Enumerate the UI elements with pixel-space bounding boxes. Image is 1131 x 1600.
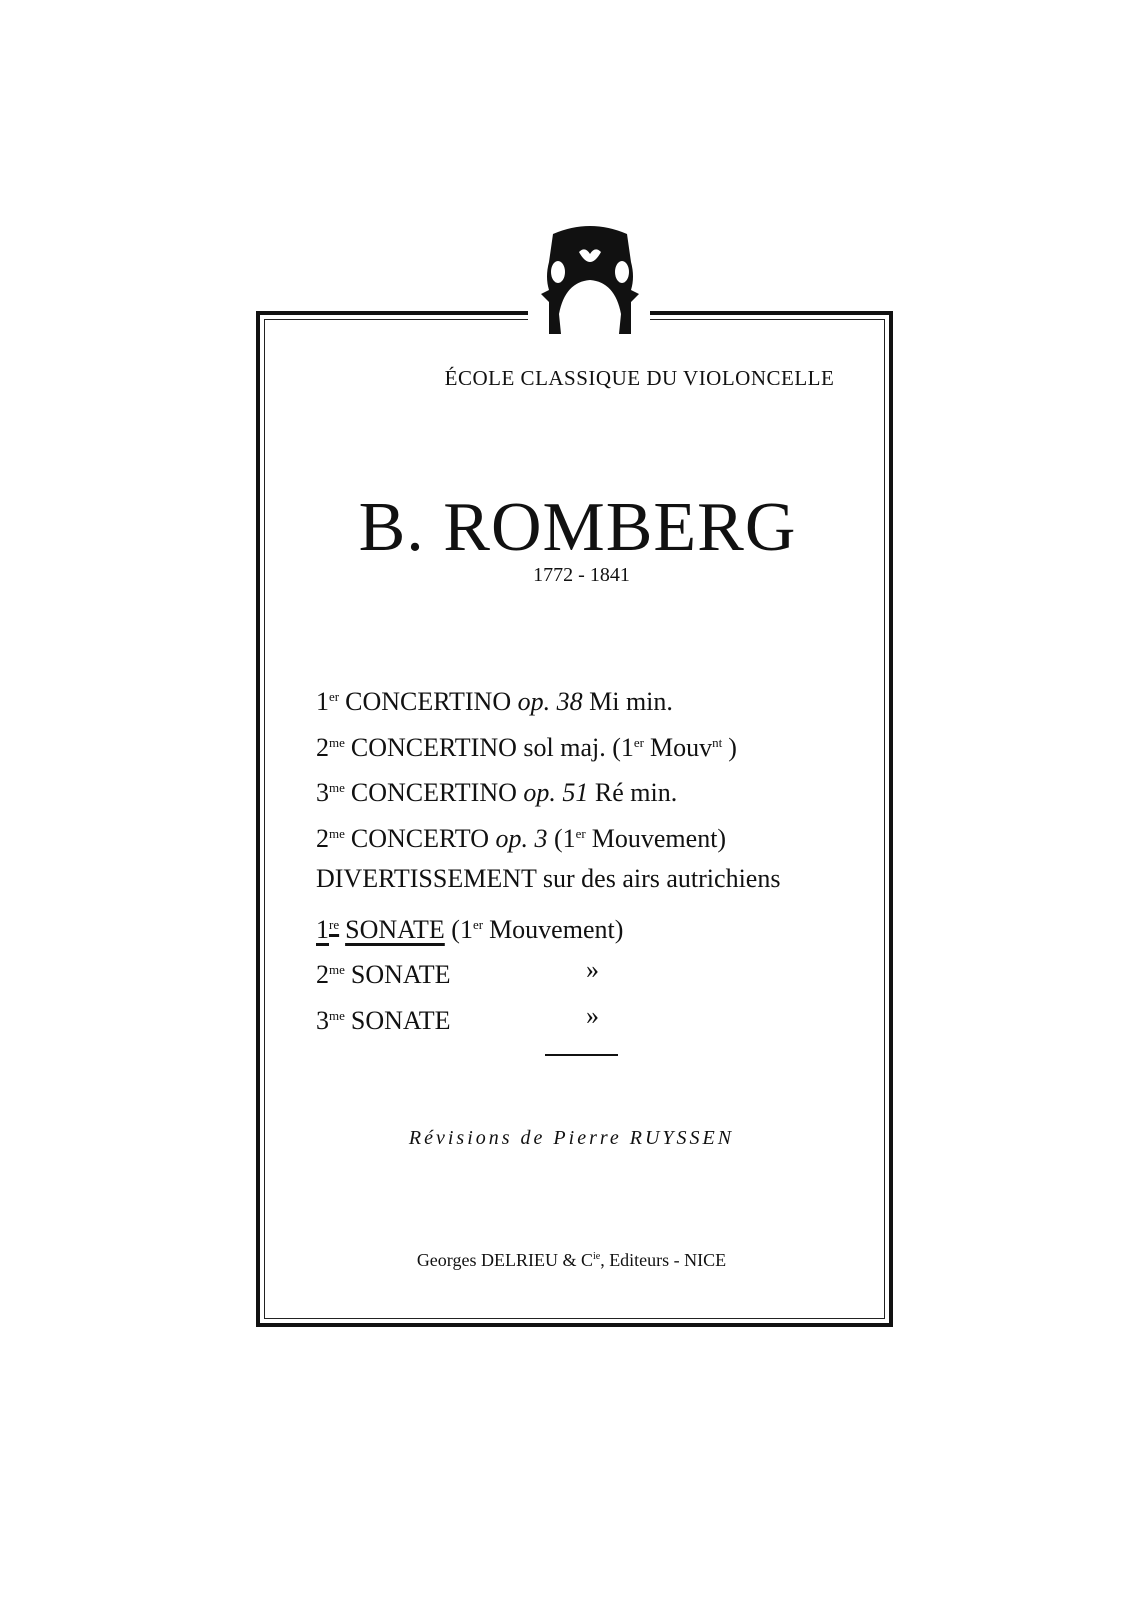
work-text: DIVERTISSEMENT sur des airs autrichiens [316, 864, 781, 893]
work-text: 2 [316, 960, 329, 989]
work-text: (1 [444, 914, 473, 944]
work-text: me [329, 780, 345, 795]
work-text: Mouvement) [591, 823, 727, 853]
work-item [316, 862, 780, 908]
work-text: er [329, 689, 340, 704]
work-item [316, 999, 780, 1045]
work-text: 3 [316, 1005, 329, 1035]
work-text: (1 [547, 823, 576, 853]
work-text: Ré min. [588, 778, 678, 807]
work-text: 2 [316, 732, 329, 762]
work-text: Mouvement) [489, 914, 624, 944]
work-text: 3 [316, 778, 329, 807]
ditto-mark: » [586, 1000, 599, 1030]
work-text: op. 38 [517, 687, 583, 716]
work-text: re [329, 916, 340, 932]
ditto-mark: » [586, 955, 599, 984]
publisher-line [6, 1250, 1131, 1271]
work-text: CONCERTO [350, 823, 496, 853]
work-item [316, 908, 780, 954]
work-text: me [329, 962, 345, 977]
work-text: op. 51 [523, 778, 589, 807]
composer-dates: 1772 - 1841 [533, 564, 630, 586]
publisher-location: , Editeurs - NICE [600, 1250, 727, 1270]
revision-credit: Révisions de Pierre RUYSSEN [408, 1127, 735, 1149]
work-text: er [633, 734, 644, 750]
cello-bridge-logo-icon [535, 222, 645, 337]
work-text: Mouv [649, 732, 713, 762]
work-text: CONCERTINO sol maj. (1 [350, 732, 634, 762]
series-title: ÉCOLE CLASSIQUE DU VIOLONCELLE [444, 366, 835, 390]
work-text: nt [712, 734, 723, 750]
publisher-sup: ie [592, 1251, 601, 1262]
composer-name: B. ROMBERG [358, 489, 797, 566]
divider-rule [545, 1054, 618, 1056]
publisher-name: Georges DELRIEU & C [416, 1250, 593, 1270]
work-text: SONATE [350, 1005, 451, 1035]
work-text: SONATE [350, 960, 451, 989]
work-text: 1 [316, 914, 329, 944]
work-text: me [329, 734, 345, 750]
work-text: 1 [316, 687, 329, 716]
work-text: er [575, 825, 586, 841]
work-text: CONCERTINO [345, 687, 518, 716]
work-text: op. 3 [495, 823, 548, 853]
work-text: SONATE [345, 914, 445, 944]
work-text: 2 [316, 823, 329, 853]
work-text: me [329, 825, 345, 841]
work-item [316, 817, 780, 863]
work-text: Mi min. [582, 687, 673, 716]
work-text: me [329, 1007, 345, 1023]
work-item [316, 726, 780, 772]
work-text: CONCERTINO [350, 778, 524, 807]
works-list [316, 680, 780, 1044]
work-item [316, 680, 780, 726]
work-item [316, 771, 780, 817]
work-item [316, 953, 780, 999]
work-text: ) [728, 732, 737, 762]
work-text: er [472, 916, 484, 932]
